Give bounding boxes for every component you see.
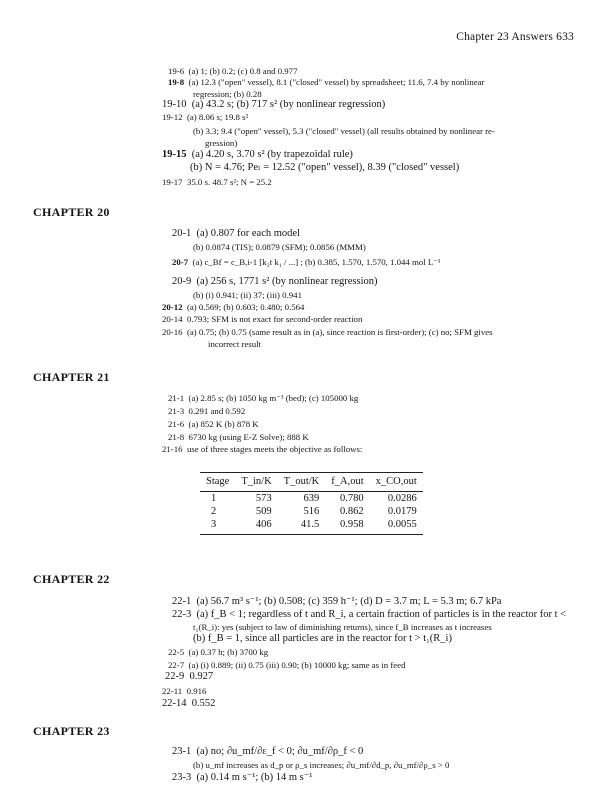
- answer-text: (b) 0.0874 (TIS); 0.0879 (SFM); 0.0856 (MMM): [193, 242, 366, 252]
- answer-20-16-cont: [208, 338, 261, 350]
- answer-id: 22-1: [172, 596, 192, 607]
- answer-text: 0.552: [191, 698, 216, 709]
- table-cell: 509: [255, 506, 272, 517]
- answer-20-9: [172, 276, 378, 288]
- answer-text: (a) 0.37 h; (b) 3700 kg: [188, 647, 269, 657]
- answer-id: 19-15: [162, 149, 187, 160]
- answer-23-1: [172, 746, 363, 758]
- answer-text: (a) 4.20 s, 3.70 s² (by trapezoidal rule): [191, 149, 353, 160]
- table-cell: 0.958: [325, 518, 369, 535]
- table-cell: 0.0286: [387, 493, 417, 504]
- answer-text: 0.291 and 0.592: [188, 406, 246, 416]
- answer-text: (a) f_B < 1; regardless of t and R_i, a certain fraction of particles is in the reactor for t <: [196, 609, 567, 620]
- table-cell: 639: [303, 493, 320, 504]
- answer-text: 0.793; SFM is not exact for second-order reaction: [186, 314, 363, 324]
- answer-id: 19-17: [162, 177, 183, 187]
- answer-id: 22-14: [162, 698, 187, 709]
- answer-id: 22-11: [162, 686, 183, 696]
- answer-id: 21-3: [168, 406, 185, 416]
- answer-id: 19-10: [162, 99, 187, 110]
- answer-20-12: [162, 301, 304, 313]
- answer-text: (a) 0.569; (b) 0.603; 0.480; 0.564: [186, 302, 305, 312]
- answer-text: (a) 12.3 ("open" vessel), 8.1 ("closed" vessel) by spreadsheet; 11.6, 7.4 by nonlinear: [188, 77, 485, 87]
- chapter-23-heading: CHAPTER 23: [33, 724, 110, 738]
- answer-22-5: [168, 646, 268, 658]
- answer-19-12: [162, 111, 248, 123]
- answer-id: 21-8: [168, 432, 185, 442]
- answer-23-3: [172, 772, 312, 784]
- answer-text: t₁(R_i): yes (subject to law of diminishing returns), since f_B increases as t increases: [193, 622, 492, 632]
- answer-22-14: [162, 698, 215, 710]
- answer-20-9b: [193, 289, 302, 301]
- table-cell: 0.862: [340, 506, 364, 517]
- answer-19-8: [168, 76, 484, 88]
- answer-text: (a) 1; (b) 0.2; (c) 0.8 and 0.977: [188, 66, 298, 76]
- answer-text: 0.916: [186, 686, 207, 696]
- answer-text: (a) 0.75; (b) 0.75 (same result as in (a), since reaction is first-order); (c) no; SFM gives: [186, 327, 493, 337]
- header-t-out: T_out/K: [278, 473, 326, 492]
- table-cell: 2: [211, 506, 217, 517]
- answer-id: 19-6: [168, 66, 185, 76]
- answer-id: 23-1: [172, 746, 192, 757]
- answer-id: 22-9: [165, 671, 185, 682]
- answer-20-1b: [193, 241, 366, 253]
- table-cell: 573: [255, 493, 272, 504]
- header-stage: Stage: [200, 473, 235, 492]
- header-t-in: T_in/K: [235, 473, 277, 492]
- answer-22-11: [162, 685, 206, 697]
- answer-22-3-cont: [193, 621, 492, 633]
- answer-id: 23-3: [172, 772, 192, 783]
- answer-23-1b: [193, 759, 449, 771]
- stages-table: [200, 472, 423, 535]
- table-cell: 41.5: [278, 518, 326, 535]
- running-head: Chapter 23 Answers 633: [456, 31, 574, 43]
- answer-text: gression): [205, 138, 238, 148]
- answer-19-17: [162, 176, 272, 188]
- answer-text: (a) no; ∂u_mf/∂ε_f < 0; ∂u_mf/∂ρ_f < 0: [196, 746, 364, 757]
- table-row: [200, 518, 423, 535]
- answer-21-6: [168, 418, 259, 430]
- table-cell: 3: [200, 518, 235, 535]
- answer-text: use of three stages meets the objective as follows:: [186, 444, 363, 454]
- answer-id: 20-14: [162, 314, 183, 324]
- answer-21-16: [162, 443, 362, 455]
- answer-id: 19-12: [162, 112, 183, 122]
- answer-id: 22-3: [172, 609, 192, 620]
- table-row: [200, 505, 423, 518]
- answer-text: (a) 8.06 s; 19.8 s²: [186, 112, 249, 122]
- answer-text: (a) 0.14 m s⁻¹; (b) 14 m s⁻¹: [196, 772, 313, 783]
- answer-text: (a) c_Bf = c_B,i-1 [k₂t k₁ / ...] ; (b) 0.385, 1.570, 1.570, 1.044 mol L⁻¹: [192, 257, 441, 267]
- answer-22-9: [165, 671, 213, 683]
- answer-id: 21-1: [168, 393, 185, 403]
- answer-text: (a) (i) 0.889; (ii) 0.75 (iii) 0.90; (b) 10000 kg; same as in feed: [188, 660, 406, 670]
- answer-text: (b) 3.3; 9.4 ("open" vessel), 5.3 ("closed" vessel) (all results obtained by nonlinear re-: [193, 126, 495, 136]
- answer-text: 35.0 s. 48.7 s²; N = 25.2: [186, 177, 272, 187]
- answer-text: (a) 56.7 m³ s⁻¹; (b) 0.508; (c) 359 h⁻¹; (d) D = 3.7 m; L = 5.3 m; 6.7 kPa: [196, 596, 502, 607]
- answer-id: 20-12: [162, 302, 183, 312]
- answer-id: 20-16: [162, 327, 183, 337]
- answer-text: (a) 43.2 s; (b) 717 s² (by nonlinear regression): [191, 99, 386, 110]
- answer-text: (b) N = 4.76; Peₗ = 12.52 ("open" vessel), 8.39 ("closed" vessel): [190, 162, 460, 173]
- chapter-21-heading: CHAPTER 21: [33, 370, 110, 384]
- answer-id: 21-6: [168, 419, 185, 429]
- table-cell: 516: [303, 506, 320, 517]
- answer-text: regression; (b) 0.28: [193, 89, 262, 99]
- answer-text: (a) 852 K (b) 878 K: [188, 419, 259, 429]
- answer-20-14: [162, 313, 362, 325]
- answer-22-7: [168, 659, 405, 671]
- answer-id: 19-8: [168, 77, 185, 87]
- table-cell: 0.0179: [387, 506, 417, 517]
- header-xco-out: x_CO,out: [370, 473, 423, 492]
- answer-id: 22-5: [168, 647, 185, 657]
- answer-22-1: [172, 596, 501, 608]
- answer-text: (b) f_B = 1, since all particles are in the reactor for t > t₁(R_i): [193, 633, 452, 644]
- table-cell: 0.780: [340, 493, 364, 504]
- table-row: [200, 492, 423, 506]
- answer-text: 0.927: [189, 671, 214, 682]
- answer-19-12b: [193, 125, 495, 137]
- answer-20-16: [162, 326, 493, 338]
- answer-21-1: [168, 392, 358, 404]
- answer-21-3: [168, 405, 245, 417]
- answer-text: 6730 kg (using E-Z Solve); 888 K: [188, 432, 309, 442]
- table-header-row: [200, 473, 423, 492]
- answer-22-3b: [193, 633, 452, 645]
- answer-20-1: [172, 228, 300, 240]
- chapter-20-heading: CHAPTER 20: [33, 205, 110, 219]
- table-cell: 406: [235, 518, 277, 535]
- answer-22-3: [172, 609, 566, 621]
- answer-id: 20-1: [172, 228, 192, 239]
- answer-21-8: [168, 431, 309, 443]
- answer-text: incorrect result: [208, 339, 262, 349]
- answer-text: (a) 256 s, 1771 s² (by nonlinear regression): [196, 276, 378, 287]
- answer-id: 22-7: [168, 660, 185, 670]
- answer-19-12b-cont: [205, 137, 237, 149]
- header-fa-out: f_A,out: [325, 473, 369, 492]
- answer-id: 20-7: [172, 257, 189, 267]
- chapter-22-heading: CHAPTER 22: [33, 572, 110, 586]
- answer-19-15b: [190, 162, 459, 174]
- answer-id: 21-16: [162, 444, 183, 454]
- answer-text: (b) (i) 0.941; (ii) 37; (iii) 0.941: [193, 290, 302, 300]
- table-cell: 0.0055: [370, 518, 423, 535]
- answer-20-7: [172, 256, 441, 268]
- answer-text: (a) 0.807 for each model: [196, 228, 300, 239]
- answer-19-10: [162, 99, 385, 111]
- table-cell: 1: [211, 493, 217, 504]
- answer-text: (b) u_mf increases as d_p or ρ_s increases; ∂u_mf/∂d_p, ∂u_mf/∂ρ_s > 0: [193, 760, 450, 770]
- answer-id: 20-9: [172, 276, 192, 287]
- answer-text: (a) 2.85 s; (b) 1050 kg m⁻³ (bed); (c) 105000 kg: [188, 393, 359, 403]
- answer-19-15: [162, 149, 353, 161]
